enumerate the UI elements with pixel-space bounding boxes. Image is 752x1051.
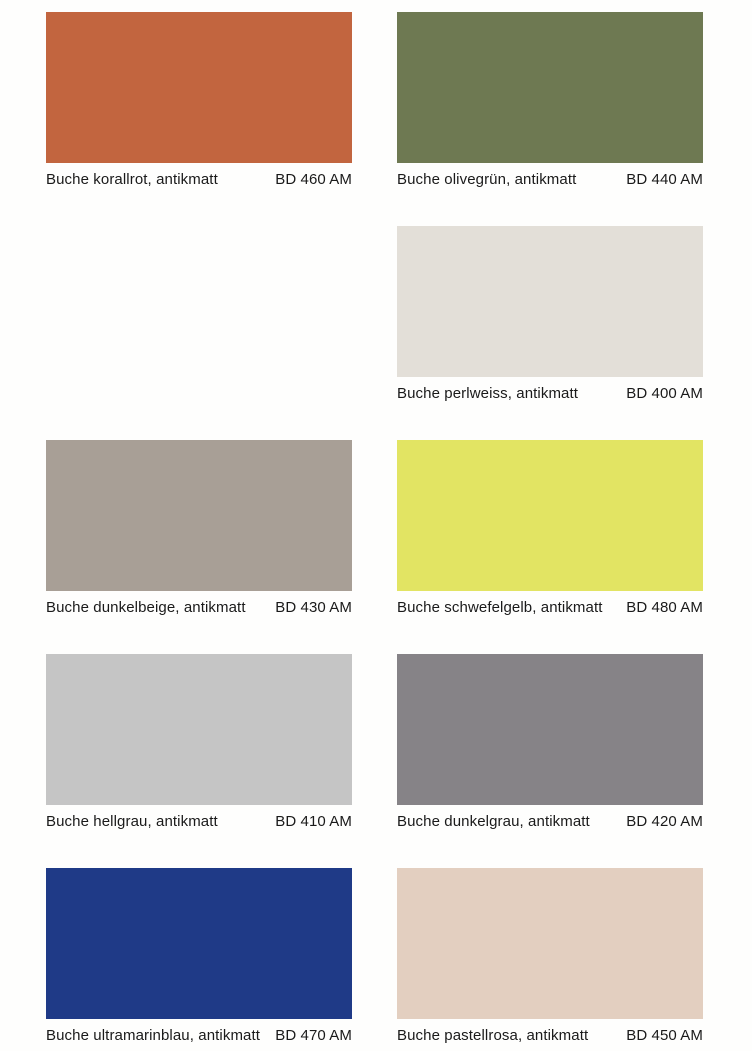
swatch-code: BD 410 AM xyxy=(275,813,352,830)
swatch-code: BD 480 AM xyxy=(626,599,703,616)
color-swatch-dunkelgrau[interactable] xyxy=(397,654,703,805)
swatch-caption xyxy=(397,171,703,188)
swatch-name: Buche pastellrosa, antikmatt xyxy=(397,1027,589,1044)
color-swatch-hellgrau[interactable] xyxy=(46,654,352,805)
empty-grid-cell xyxy=(46,226,352,377)
swatch-cell-schwefelgelb xyxy=(397,440,703,616)
swatch-cell-ultramarinblau xyxy=(46,868,352,1044)
swatch-code: BD 420 AM xyxy=(626,813,703,830)
color-swatch-korallrot[interactable] xyxy=(46,12,352,163)
swatch-caption xyxy=(46,1027,352,1044)
swatch-cell-olivegruen xyxy=(397,12,703,188)
swatch-name: Buche schwefelgelb, antikmatt xyxy=(397,599,603,616)
swatch-caption xyxy=(46,171,352,188)
swatch-name: Buche dunkelbeige, antikmatt xyxy=(46,599,246,616)
swatch-caption xyxy=(397,813,703,830)
swatch-name: Buche hellgrau, antikmatt xyxy=(46,813,218,830)
swatch-cell-korallrot xyxy=(46,12,352,188)
swatch-code: BD 430 AM xyxy=(275,599,352,616)
swatch-cell-pastellrosa xyxy=(397,868,703,1044)
color-swatch-schwefelgelb[interactable] xyxy=(397,440,703,591)
swatch-code: BD 450 AM xyxy=(626,1027,703,1044)
swatch-code: BD 440 AM xyxy=(626,171,703,188)
swatch-caption xyxy=(397,385,703,402)
swatch-code: BD 400 AM xyxy=(626,385,703,402)
color-swatch-ultramarinblau[interactable] xyxy=(46,868,352,1019)
color-swatch-dunkelbeige[interactable] xyxy=(46,440,352,591)
swatch-code: BD 460 AM xyxy=(275,171,352,188)
color-swatch-perlweiss[interactable] xyxy=(397,226,703,377)
swatch-name: Buche perlweiss, antikmatt xyxy=(397,385,579,402)
swatch-code: BD 470 AM xyxy=(275,1027,352,1044)
swatch-cell-hellgrau xyxy=(46,654,352,830)
swatch-caption xyxy=(46,599,352,616)
swatch-caption xyxy=(397,1027,703,1044)
swatch-name: Buche olivegrün, antikmatt xyxy=(397,171,577,188)
swatch-name: Buche dunkelgrau, antikmatt xyxy=(397,813,590,830)
swatch-name: Buche korallrot, antikmatt xyxy=(46,171,218,188)
color-swatch-olivegruen[interactable] xyxy=(397,12,703,163)
swatch-caption xyxy=(397,599,703,616)
swatch-cell-dunkelgrau xyxy=(397,654,703,830)
swatch-cell-perlweiss xyxy=(397,226,703,402)
color-swatch-pastellrosa[interactable] xyxy=(397,868,703,1019)
swatch-name: Buche ultramarinblau, antikmatt xyxy=(46,1027,261,1044)
swatch-cell-dunkelbeige xyxy=(46,440,352,616)
swatch-caption xyxy=(46,813,352,830)
